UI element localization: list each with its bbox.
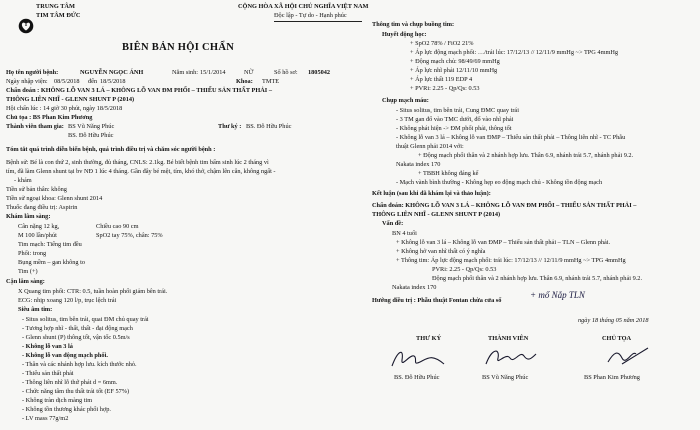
history-line-1: Bệnh sử: Bé là con thứ 2, sinh thường, đủ tháng, CNLS: 2.1kg. Bé biết bệnh tim bẩm sinh lúc 2 tháng vì [6,159,269,166]
paraclinical-heading: Cận lâm sàng: [6,278,45,285]
angio-line-5: thuật Glenn phải 2014 với: [396,143,464,150]
echo-line-10: - Không tràn dịch màng tim [22,397,93,404]
angio-line-9: - Mạch vành bình thường - Không hẹp eo động mạch chủ - Không tồn động mạch [396,179,603,186]
echo-line-4: - Không lỗ van 3 lá [22,343,73,350]
patient-name: NGUYỄN NGỌC ÁNH [80,69,144,76]
final-diagnosis-line1: Chẩn đoán: KHÔNG LỖ VAN 3 LÁ – KHÔNG LỖ VAN ĐM PHỔI – THIỂU SẢN THẤT PHẢI – [372,202,637,209]
signature-secretary [388,344,448,372]
hemo-line-3: + Động mạch chủ: 98/49/69 mmHg [410,58,500,65]
issue-line-6: Động mạch phổi thân và 2 nhánh hợp lưu. Thân 6.9, nhánh trái 5.7, nhánh phải 9.2. [432,275,643,282]
spo2: SpO2 tay 75%, chân: 75% [96,232,163,239]
echo-line-3: - Glenn shunt (P) thông tốt, vận tốc 0.5m/s [22,334,130,341]
motto: Độc lập - Tự do - Hạnh phúc [274,12,347,19]
secretary-name: BS. Đỗ Hữu Phúc [246,123,292,130]
document-title: BIÊN BẢN HỘI CHẨN [122,42,235,53]
current-medication: Thuốc đang điều trị: Aspirin [6,204,78,211]
dept-value: TMTE [262,78,280,85]
member-2: BS. Đỗ Hữu Phúc [68,132,114,139]
angio-line-7: Nakata index 170 [396,161,441,168]
hemo-line-6: + PVRi: 2.25 - Qp/Qs: 0.53 [410,85,480,92]
hemo-line-1: + SpO2 78% / FiO2 21% [410,40,474,47]
dob-value: 15/1/2014 [200,69,226,76]
sig-role-chair: CHỦ TỌA [602,335,632,342]
motto-underline [274,21,362,22]
history-line-2: tím, đã làm Glenn shunt tại bv NĐ 1 lúc 4 tháng. Gần đây bé mệt, tím, khó thở, chậm lên cân, không ngất - [6,168,276,175]
sig-name-chair: BS Phan Kim Phương [584,374,640,381]
cath-heading: Thông tim và chụp buồng tim: [372,21,455,28]
echo-line-9: - Chức năng tâm thu thất trái tốt (EF 57%) [22,388,130,395]
diagnosis-line1: Chẩn đoán : KHÔNG LỖ VAN 3 LÁ – KHÔNG LỖ VAN ĐM PHỔI – THIỂU SẢN THẤT PHẢI – [6,87,272,94]
echo-line-2: - Tương hợp nhĩ - thất, thất - đại động mạch [22,325,133,332]
angio-line-4: - Không lỗ van 3 lá – Không lỗ van ĐMP – Thiểu sản thất phải – Thông liên nhĩ - TC Phẫu [396,134,626,141]
summary-heading: Tóm tắt quá trình diễn biến bệnh, quá trình điều trị và chăm sóc người bệnh : [6,146,216,153]
members-label: Thành viên tham gia: [6,123,64,130]
echo-line-1: - Situs solitus, tim bên trái, quai ĐM chủ quay trái [22,316,149,323]
treatment-plan: Hướng điều trị : Phẫu thuật Fontan chừa cửa sổ [372,297,502,304]
echo-line-7: - Thiểu sản thất phải [22,370,74,377]
sig-role-member: THÀNH VIÊN [488,335,529,342]
org-name-line1: TRUNG TÂM [36,3,75,10]
logo-letter: T [24,22,29,28]
conclusion-heading: Kết luận (sau khi đã khám lại và thảo luận): [372,190,491,197]
issue-line-1: BN 4 tuổi [392,230,417,237]
angio-line-2: - 3 TM gan đổ vào TMC dưới, đổ vào nhĩ phải [396,116,514,123]
hemo-line-5: + Áp lực thất 119 EDP 4 [410,76,473,83]
issue-line-4: + Thông tim: Áp lực động mạch phổi: trái lúc: 17/12/13 // 12/11/9 mmHg ~> TPG 4mmHg [396,257,626,264]
angio-heading: Chụp mạch máu: [382,97,429,104]
final-diagnosis-line2: THÔNG LIÊN NHĨ - GLENN SHUNT P (2014) [372,211,501,218]
angio-line-6: + Động mạch phổi thân và 2 nhánh hợp lưu. Thân 6.9, nhánh trái 5.7, nhánh phải 9.2. [418,152,634,159]
surgical-history: Tiền sử ngoại khoa: Glenn shunt 2014 [6,195,103,202]
member-1: BS Vũ Năng Phúc [68,123,115,130]
exam-line-4: Tim (+) [18,268,38,275]
document-date: ngày 18 tháng 05 năm 2018 [578,317,649,324]
chair-person: Chủ tọa : BS Phan Kim Phương [6,114,93,121]
height: Chiều cao 90 cm [96,223,139,230]
secretary-label: Thư ký : [218,123,242,130]
diagnosis-line2: THÔNG LIÊN NHĨ - GLENN SHUNT P (2014) [6,96,135,103]
exam-line-2: Phổi: trong [18,250,47,257]
dob-label: Năm sinh: [172,69,199,76]
hemo-line-4: + Áp lực nhĩ phải 12/11/10 mmHg [410,67,498,74]
angio-line-1: - Situs solitus, tim bên trái, Cung ĐMC quay trái [396,107,519,114]
handwritten-note: + mổ Nắp TLN [530,290,585,300]
echo-line-12: - LV mass 77g/m2 [22,415,69,422]
issues-heading: Vấn đề: [382,220,404,227]
sig-name-member: BS Vũ Năng Phúc [482,374,529,381]
exam-line-3: Bụng mềm – gan không to [18,259,85,266]
history-line-3: - khám [14,177,32,184]
echo-line-5: - Không lỗ van động mạch phổi. [22,352,108,359]
weight: Cân nặng 12 kg, [18,223,60,230]
admit-date: 08/5/2018 [54,78,80,85]
clinical-exam-heading: Khám lâm sàng: [6,213,51,220]
xray: X Quang tim phổi: CTR: 0.5, tuần hoàn phổi giảm bên trái. [18,288,168,295]
echo-line-11: - Không tồn thương khác phổi hợp. [22,406,111,413]
issue-line-2: + Không lỗ van 3 lá – Không lỗ van ĐMP – Thiểu sản thất phải – TLN – Glenn phải. [396,239,611,246]
to-label: đến [88,78,98,85]
sig-role-secretary: THƯ KÝ [416,335,442,342]
issue-line-7: Nakata index 170 [392,284,437,291]
echo-line-6: - Thân và các nhánh hợp lưu. kích thước nhỏ. [22,361,137,368]
exam-line-1: Tim mạch: Tiếng tim đều [18,241,82,248]
to-date: 18/5/2018 [100,78,126,85]
signature-chair [604,344,654,372]
consult-time: Hội chẩn lúc : 14 giờ 30 phút, ngày 18/5/2018 [6,105,123,112]
pulse: M 100 lần/phút [18,232,57,239]
signature-member [480,344,540,372]
personal-history: Tiền sử bản thân: không [6,186,67,193]
hemo-line-2: + Áp lực động mạch phổi: …/trái lúc: 17/12/13 // 12/11/9 mmHg ~> TPG 4mmHg [410,49,619,56]
angio-line-3: - Không phát hiện -> ĐM phổi phải, thông tốt [396,125,512,132]
org-name-line2: TIM TÂM ĐỨC [36,12,81,19]
echo-heading: Siêu âm tim: [18,306,53,313]
dept-label: Khoa: [236,78,253,85]
patient-name-label: Họ tên người bệnh: [6,69,59,76]
admit-label: Ngày nhập viện: [6,78,48,85]
sex-value: NỮ [244,69,254,76]
echo-line-8: - Thông liên nhĩ lỗ thứ phát d = 6mm. [22,379,118,386]
record-number: 1805042 [308,69,331,76]
country-name: CỘNG HÒA XÃ HỘI CHỦ NGHĨA VIỆT NAM [238,3,369,10]
issue-line-5: PVRi: 2.25 - Qp/Qs: 0.53 [432,266,497,273]
angio-line-8: + TBBH không đáng kể [418,170,479,177]
sig-name-secretary: BS. Đỗ Hữu Phúc [394,374,440,381]
issue-line-3: + Không hở van nhĩ thất có ý nghĩa [396,248,486,255]
ecg: ECG: nhịp xoang 120 l/p, trục lệch trái [18,297,117,304]
hemodynamics-heading: Huyết động học: [382,31,427,38]
record-label: Số hồ sơ: [274,69,298,76]
